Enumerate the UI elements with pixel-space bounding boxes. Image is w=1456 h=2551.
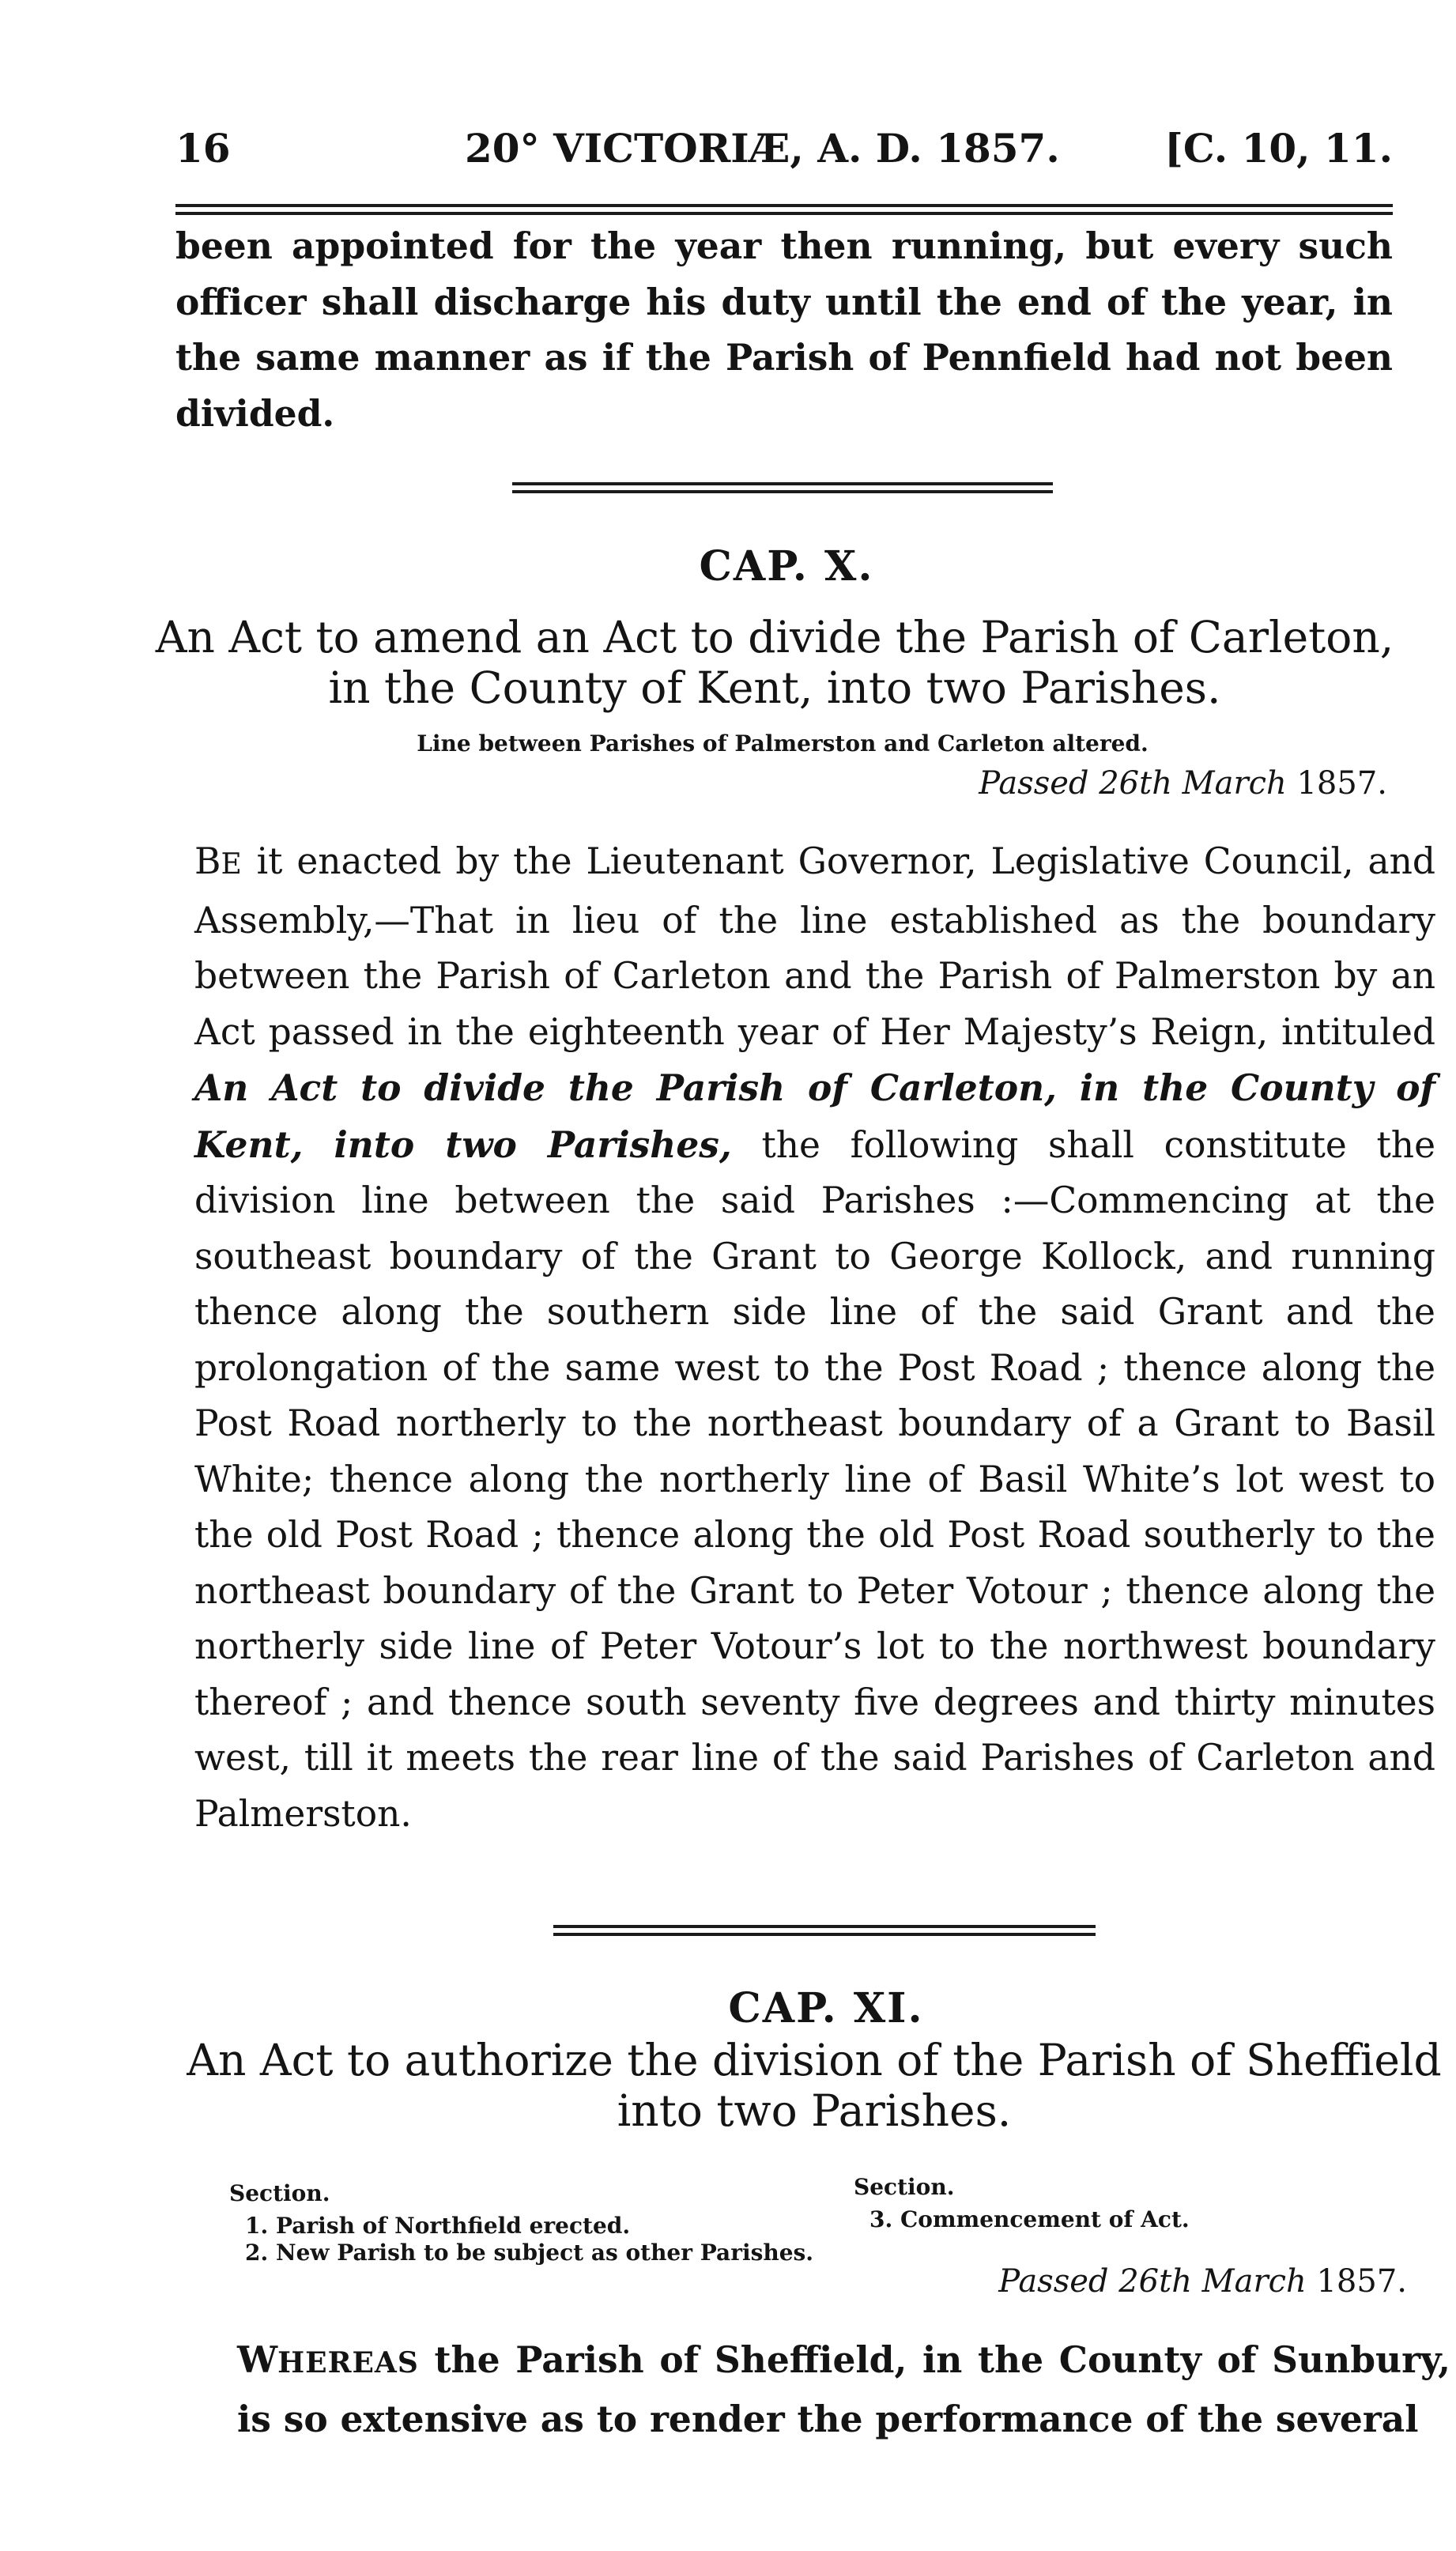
section-column-head: Section.	[229, 2180, 330, 2206]
cap-x-title: An Act to amend an Act to divide the Parish of Carleton, in the County of Kent, into two Parishes.	[155, 612, 1394, 713]
chapter-reference: [C. 10, 11.	[1164, 125, 1393, 172]
passed-label: Passed 26th March	[998, 2263, 1307, 2300]
act-citation: An Act to divide the Parish of Carleton, in the County of Kent, into two Parishes,	[194, 1066, 1435, 1166]
page-number: 16	[175, 125, 231, 172]
opening-small-caps: HEREAS	[277, 2346, 419, 2379]
enacting-intro: it enacted by the Lieutenant Governor, Legislative Council, and Assembly,—That in lieu of the line established as the boundary between the Parish of Carleton and the Parish of Palmerston by an Act passed in the eighteenth year of Her Majesty’s Reign, intituled	[194, 840, 1435, 1053]
opening-small-caps: E	[221, 848, 243, 881]
cap-x-margin-note: Line between Parishes of Palmerston and Carleton altered.	[417, 730, 1149, 757]
cap-x-passed-date	[676, 765, 1387, 802]
opening-word	[194, 840, 243, 882]
opening-initial: W	[237, 2338, 278, 2381]
section-divider	[512, 482, 1053, 485]
section-item: 1. Parish of Northfield erected.	[245, 2213, 631, 2239]
cap-xi-section-list	[229, 2174, 1399, 2275]
cap-xi-heading: CAP. XI.	[728, 1984, 924, 2032]
passed-label: Passed 26th March	[979, 765, 1287, 802]
cap-xi-title: An Act to authorize the division of the Parish of Sheffield into two Parishes.	[187, 2035, 1442, 2136]
section-item: 2. New Parish to be subject as other Parishes.	[245, 2240, 814, 2266]
running-head	[175, 119, 1393, 190]
header-rule	[175, 204, 1393, 207]
passed-year: 1857.	[1296, 765, 1387, 802]
opening-word	[237, 2338, 419, 2381]
section-column-head: Section.	[854, 2174, 955, 2200]
opening-initial: B	[194, 840, 221, 882]
cap-x-heading: CAP. X.	[699, 542, 874, 591]
preamble-text: the Parish of Sheffield, in the County of Sunbury, is so extensive as to render the performance of the several	[237, 2338, 1450, 2440]
running-title: 20° VICTORIÆ, A. D. 1857.	[465, 125, 1060, 172]
enacting-rest: the following shall constitute the division line between the said Parishes :—Commencing at the southeast boundary of the Grant to George Kollock, and running thence along the southern side line of the said Grant and the prolongation of the same west to the Post Road ; thence along the Post Road northerly to the northeast boundary of a Grant to Basil White; thence along the northerly line of Basil White’s lot west to the old Post Road ; thence along the old Post Road southerly to the northeast boundary of the Grant to Peter Votour ; thence along the northerly side line of Peter Votour’s lot to the northwest boundary thereof ; and thence south seventy five degrees and thirty minutes west, till it meets the rear line of the said Parishes of Carleton and Palmerston.	[194, 1123, 1435, 1835]
section-column	[854, 2174, 1190, 2233]
cap-xi-preamble	[237, 2332, 1450, 2451]
continued-paragraph: been appointed for the year then running, but every such officer shall discharge his duty until the end of the year, in the same manner as if the Parish of Pennfield had not been divided.	[175, 225, 1393, 435]
passed-year: 1857.	[1316, 2263, 1407, 2300]
section-item: 3. Commencement of Act.	[869, 2206, 1190, 2232]
section-column	[229, 2180, 813, 2266]
cap-xi-passed-date	[696, 2263, 1407, 2300]
section-divider	[553, 1925, 1096, 1928]
cap-x-enacting-paragraph	[194, 834, 1435, 1901]
